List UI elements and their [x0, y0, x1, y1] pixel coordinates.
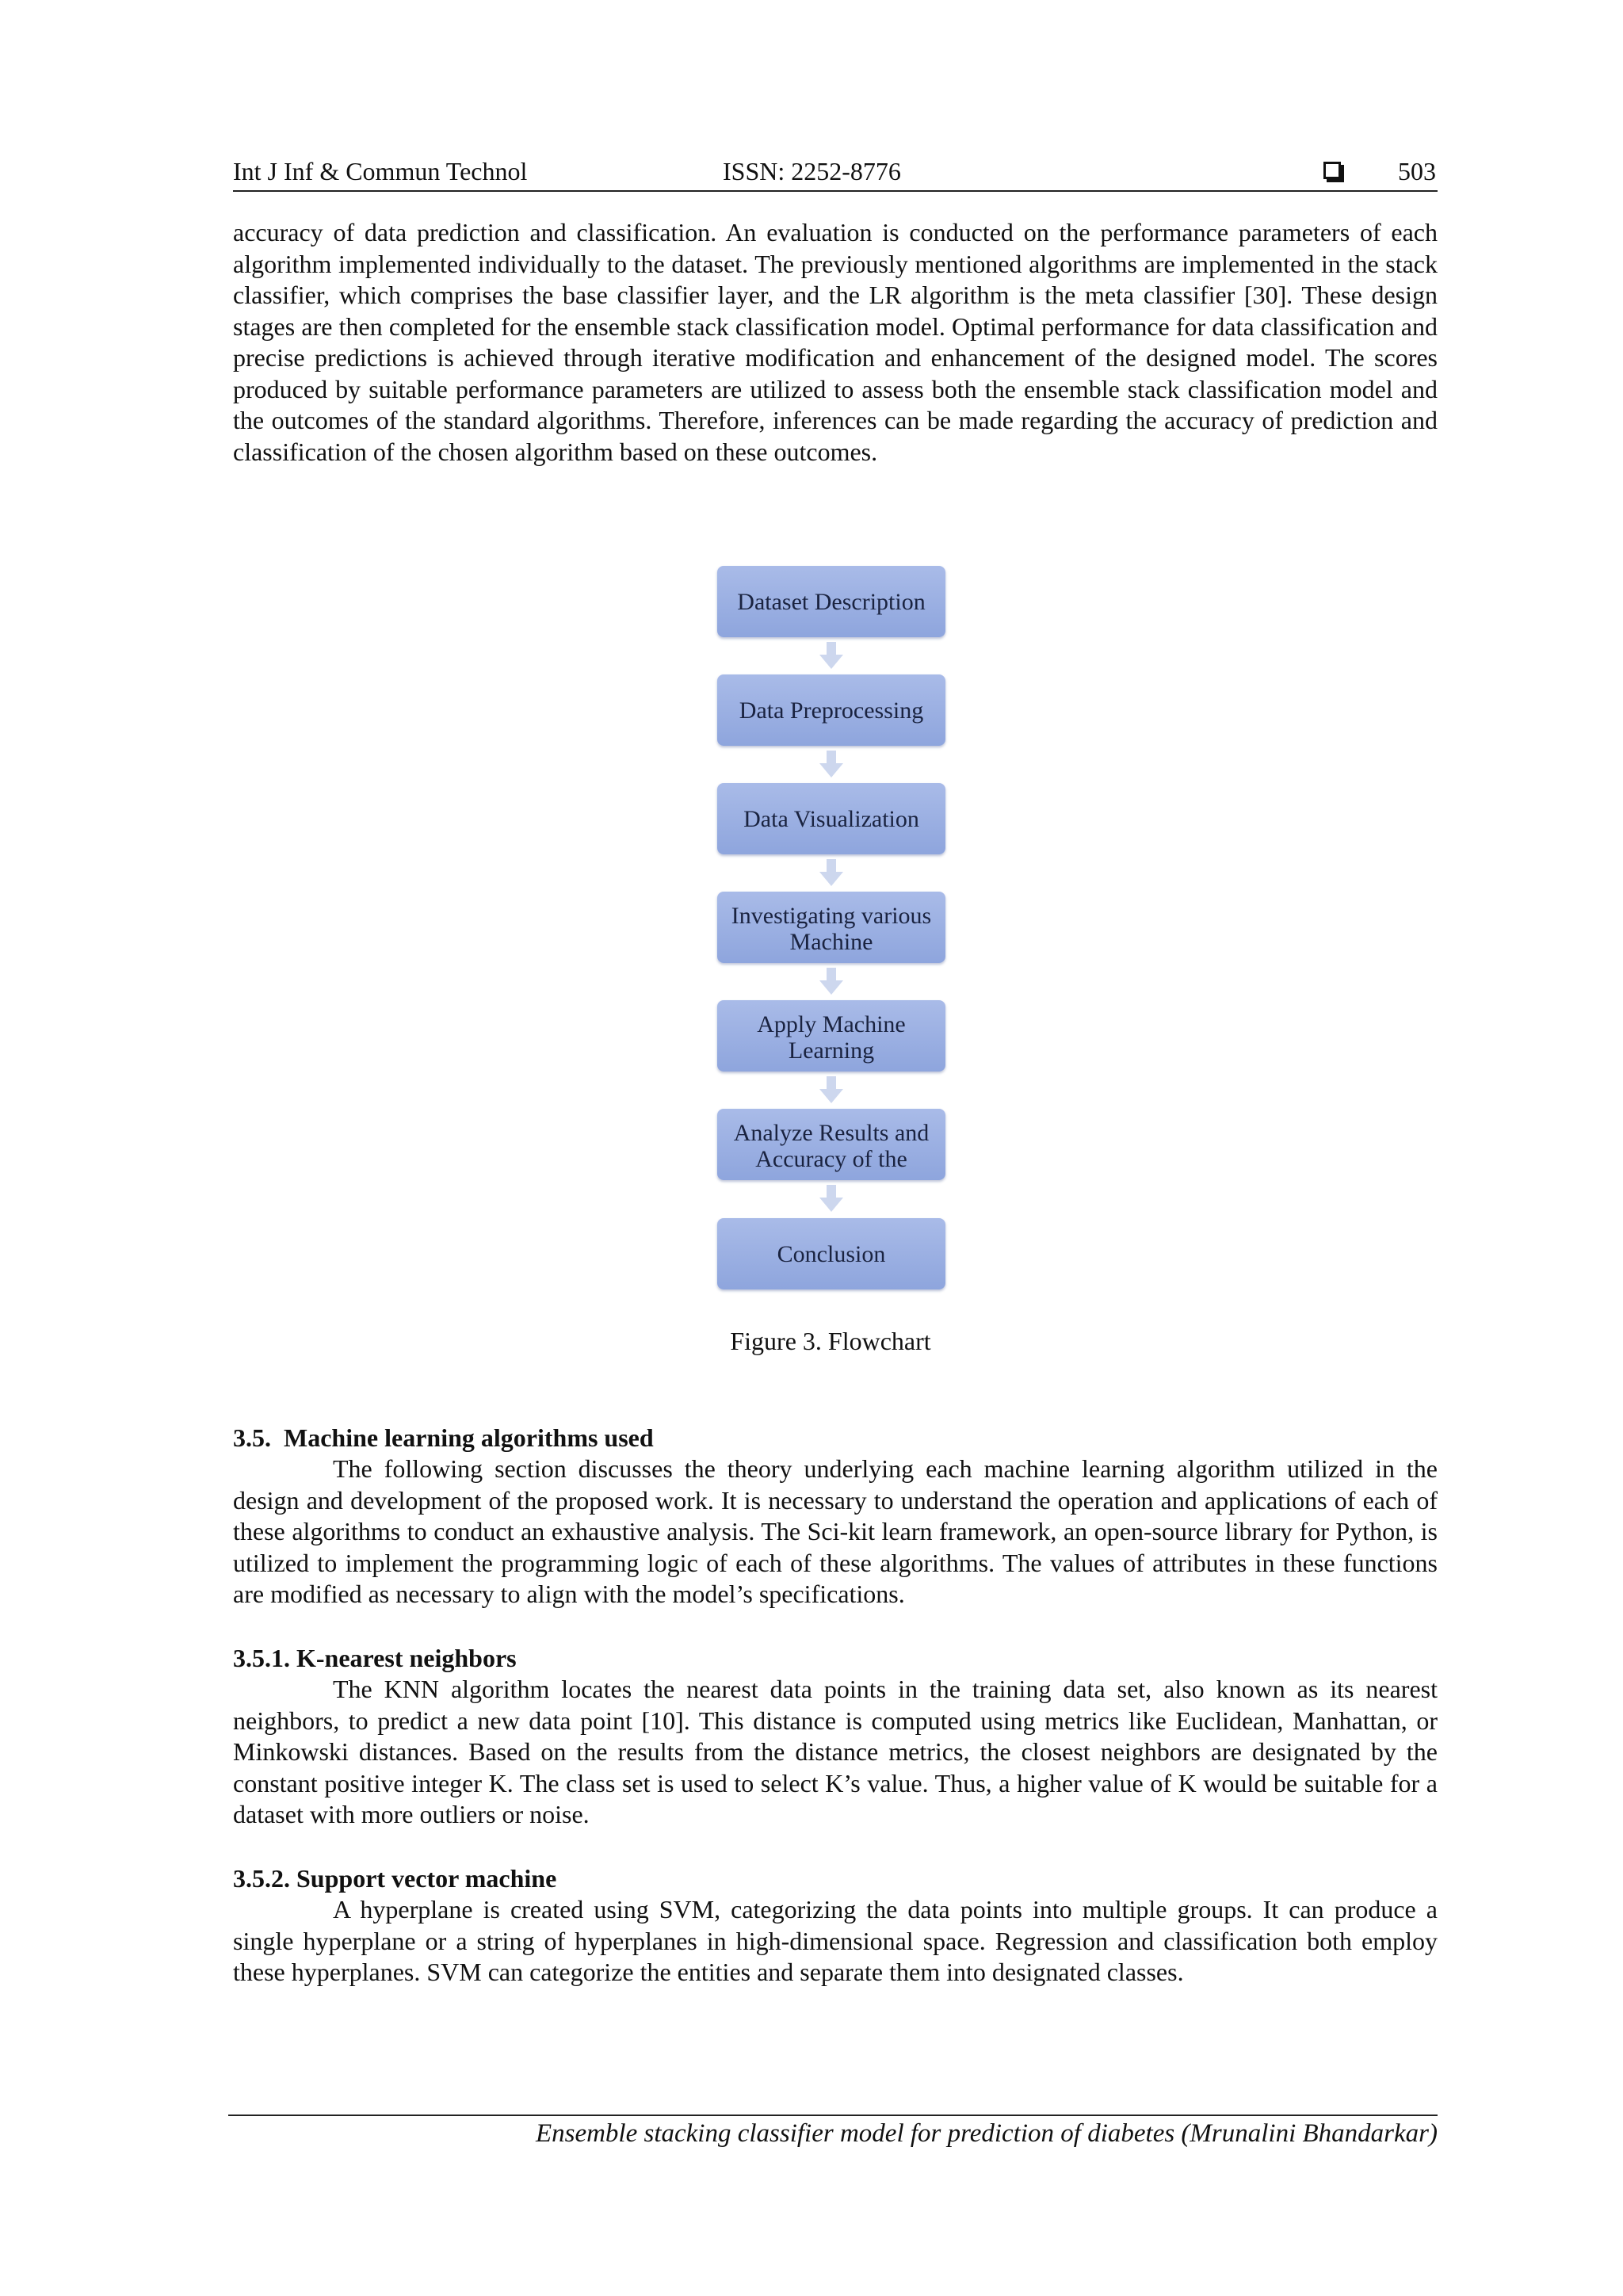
flow-arrow-down-icon [819, 1185, 843, 1213]
flow-step-data-visualization: Data Visualization [717, 783, 945, 854]
square-box-icon [1323, 162, 1341, 179]
intro-paragraph: accuracy of data prediction and classification. An evaluation is conducted on the performance parameters of each algorithm implemented individually to the dataset. The previously mentioned algorithms are implemented in the stack classifier, which comprises the base classifier layer, and the LR algorithm is the meta classifier [30]. These design stages are then completed for the ensemble stack classification model. Optimal performance for data classification and precise predictions is achieved through iterative modification and enhancement of the designed model. The scores produced by suitable performance parameters are utilized to assess both the ensemble stack classification model and the outcomes of the standard algorithms. Therefore, inferences can be made regarding the accuracy of prediction and classification of the chosen algorithm based on these outcomes. [233, 218, 1438, 466]
footer-rule [228, 2115, 1438, 2116]
page-number: 503 [1398, 157, 1436, 185]
flow-step-analyze-results: Analyze Results and Accuracy of the [717, 1109, 945, 1180]
section-heading-3-5-2: 3.5.2. Support vector machine [233, 1864, 557, 1893]
section-3-5-2-paragraph: A hyperplane is created using SVM, categorizing the data points into multiple groups. It can produce a single hyperplane or a string of hyperplanes in high-dimensional space. Regression and classification both employ these hyperplanes. SVM can categorize the entities and separate them into designated classes. [233, 1895, 1438, 1986]
flow-arrow-down-icon [819, 751, 843, 779]
page-header [233, 152, 1438, 192]
flow-arrow-down-icon [819, 859, 843, 888]
flow-step-apply-ml: Apply Machine Learning [717, 1000, 945, 1072]
flow-step-data-preprocessing: Data Preprocessing [717, 674, 945, 746]
section-3-5-1-paragraph: The KNN algorithm locates the nearest data points in the training data set, also known as its nearest neighbors, to predict a new data point [10]. This distance is computed using metrics like Euclidean, Manhattan, or Minkowski distances. Based on the results from the distance metrics, the closest neighbors are designated by the constant positive integer K. The class set is used to select K’s value. Thus, a higher value of K would be suitable for a dataset with more outliers or noise. [233, 1675, 1438, 1828]
section-3-5-paragraph: The following section discusses the theory underlying each machine learning algorithm utilized in the design and development of the proposed work. It is necessary to understand the operation and applications of each of these algorithms to conduct an exhaustive analysis. The Sci-kit learn framework, an open-source library for Python, is utilized to implement the programming logic of each of these algorithms. The values of attributes in these functions are modified as necessary to align with the model’s specifications. [233, 1454, 1438, 1608]
journal-name: Int J Inf & Commun Technol [233, 157, 528, 185]
running-title: Ensemble stacking classifier model for prediction of diabetes (Mrunalini Bhandarkar) [535, 2119, 1438, 2148]
issn: ISSN: 2252-8776 [723, 157, 901, 185]
figure-caption: Figure 3. Flowchart [730, 1327, 931, 1355]
flow-arrow-down-icon [819, 968, 843, 996]
section-heading-3-5-1: 3.5.1. K-nearest neighbors [233, 1644, 517, 1672]
flow-step-investigating: Investigating various Machine [717, 892, 945, 963]
section-heading-3-5: 3.5. Machine learning algorithms used [233, 1423, 654, 1452]
flow-arrow-down-icon [819, 642, 843, 670]
flow-step-dataset-description: Dataset Description [717, 566, 945, 637]
flow-step-conclusion: Conclusion [717, 1218, 945, 1289]
flow-arrow-down-icon [819, 1076, 843, 1105]
